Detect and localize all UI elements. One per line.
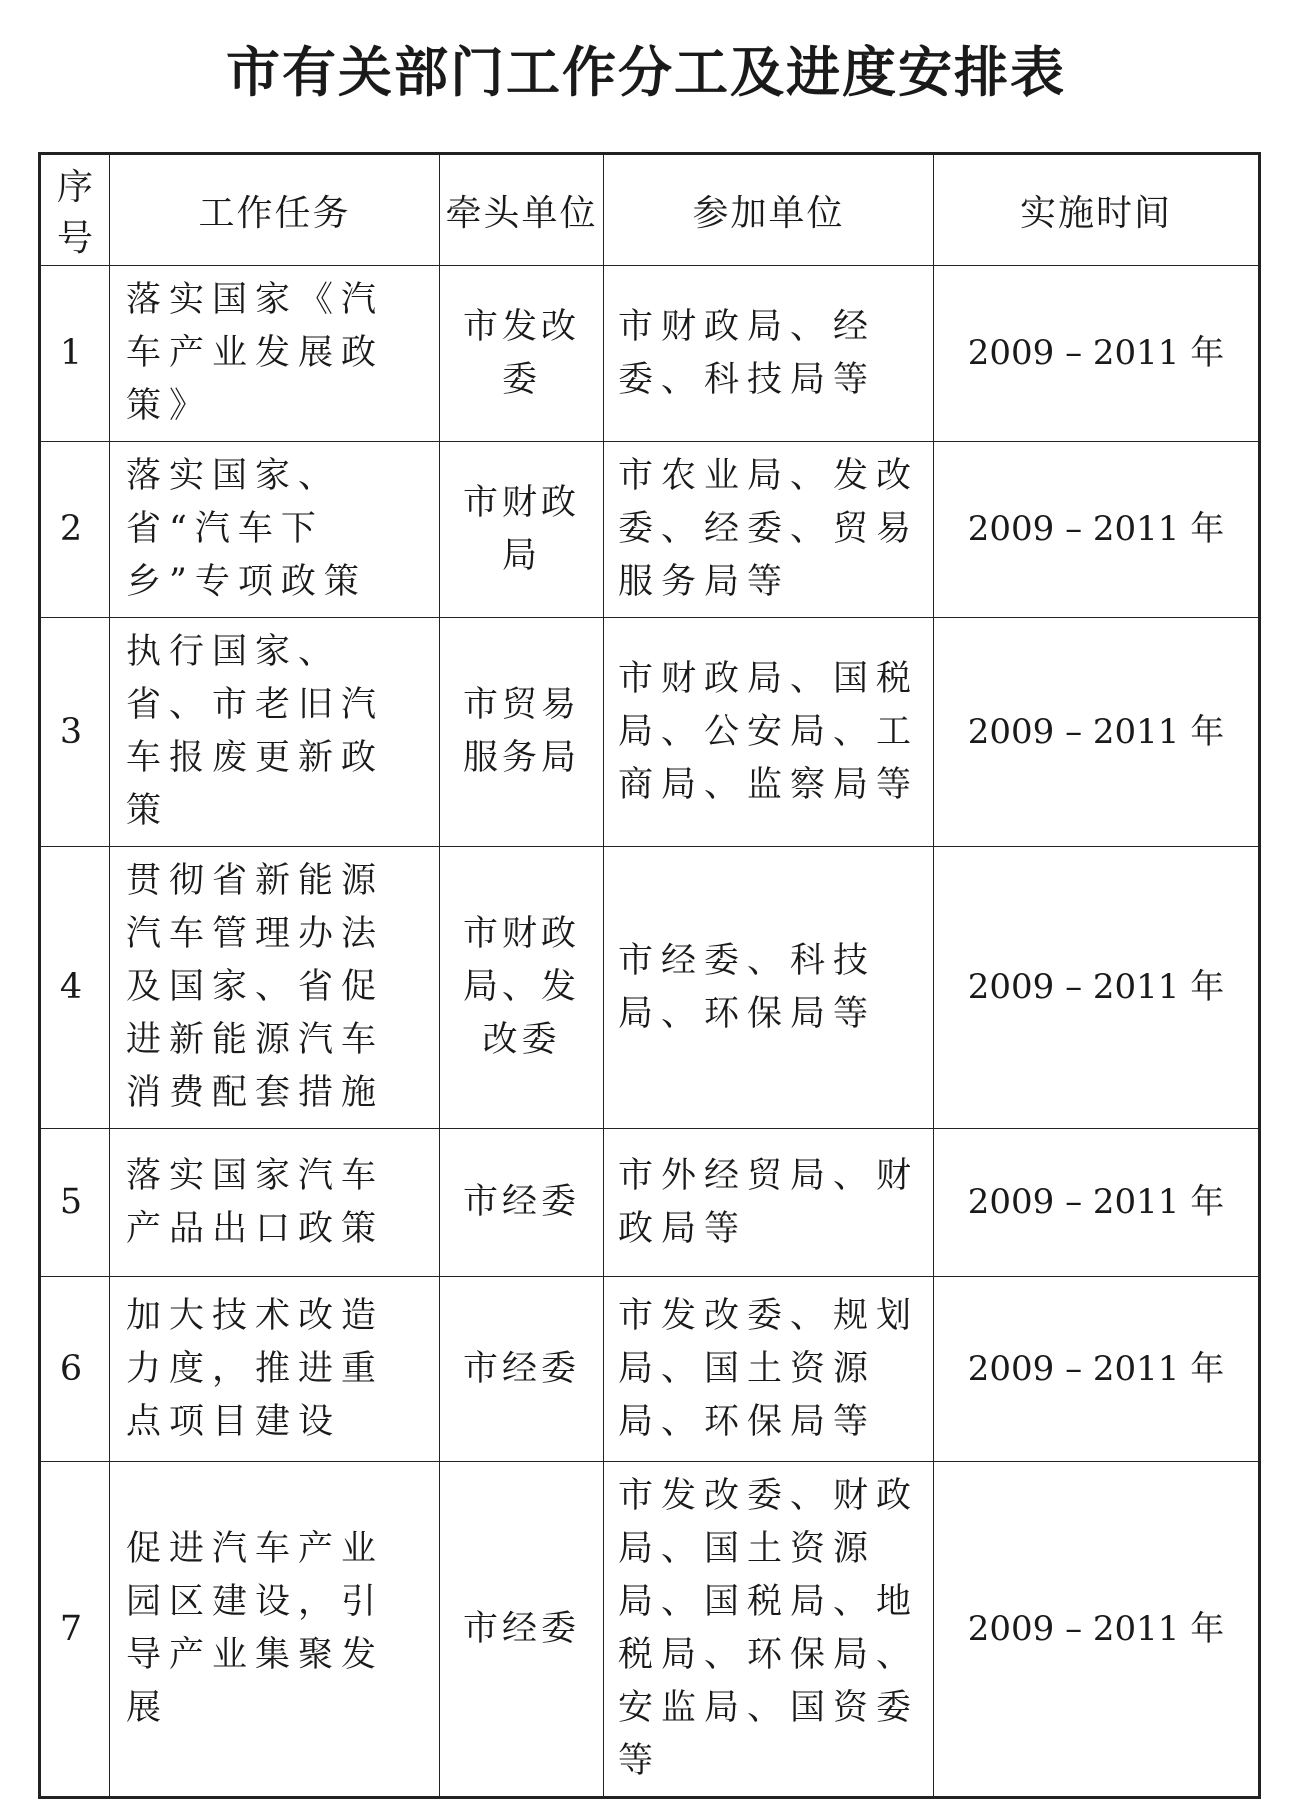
- table-row: [40, 1462, 1260, 1798]
- header-lead-unit: 牵头单位: [440, 154, 604, 266]
- cell-work-task: 贯彻省新能源汽车管理办法及国家、省促进新能源汽车消费配套措施: [110, 847, 440, 1129]
- cell-lead-unit: 市贸易服务局: [440, 618, 604, 847]
- cell-lead-unit: 市发改委: [440, 266, 604, 442]
- cell-participating-units: 市经委、科技局、环保局等: [604, 847, 934, 1129]
- header-participating-units: 参加单位: [604, 154, 934, 266]
- table-row: [40, 1277, 1260, 1462]
- cell-work-task: 执行国家、省、市老旧汽车报废更新政策: [110, 618, 440, 847]
- cell-lead-unit: 市财政局: [440, 442, 604, 618]
- cell-work-task: 加大技术改造力度，推进重点项目建设: [110, 1277, 440, 1462]
- cell-participating-units: 市外经贸局、财政局等: [604, 1129, 934, 1277]
- cell-serial-number: 1: [40, 266, 110, 442]
- cell-implementation-time: 2009 – 2011 年: [934, 1129, 1260, 1277]
- cell-serial-number: 4: [40, 847, 110, 1129]
- cell-serial-number: 6: [40, 1277, 110, 1462]
- cell-participating-units: 市财政局、经委、科技局等: [604, 266, 934, 442]
- cell-work-task: 促进汽车产业园区建设，引导产业集聚发展: [110, 1462, 440, 1798]
- cell-serial-number: 7: [40, 1462, 110, 1798]
- cell-work-task: 落实国家、省“汽车下乡”专项政策: [110, 442, 440, 618]
- header-implementation-time: 实施时间: [934, 154, 1260, 266]
- cell-serial-number: 2: [40, 442, 110, 618]
- table-row: [40, 266, 1260, 442]
- cell-participating-units: 市农业局、发改委、经委、贸易服务局等: [604, 442, 934, 618]
- cell-lead-unit: 市经委: [440, 1462, 604, 1798]
- cell-lead-unit: 市经委: [440, 1277, 604, 1462]
- cell-serial-number: 5: [40, 1129, 110, 1277]
- work-division-table-container: [38, 152, 1258, 1799]
- table-header-row: [40, 154, 1260, 266]
- table-row: [40, 618, 1260, 847]
- work-division-table: [38, 152, 1261, 1799]
- header-work-task: 工作任务: [110, 154, 440, 266]
- cell-work-task: 落实国家汽车产品出口政策: [110, 1129, 440, 1277]
- cell-implementation-time: 2009 – 2011 年: [934, 847, 1260, 1129]
- cell-implementation-time: 2009 – 2011 年: [934, 1462, 1260, 1798]
- table-row: [40, 442, 1260, 618]
- header-serial-number: 序号: [40, 154, 110, 266]
- cell-participating-units: 市发改委、规划局、国土资源局、环保局等: [604, 1277, 934, 1462]
- table-row: [40, 847, 1260, 1129]
- cell-implementation-time: 2009 – 2011 年: [934, 1277, 1260, 1462]
- cell-participating-units: 市财政局、国税局、公安局、工商局、监察局等: [604, 618, 934, 847]
- cell-implementation-time: 2009 – 2011 年: [934, 442, 1260, 618]
- cell-lead-unit: 市经委: [440, 1129, 604, 1277]
- cell-lead-unit: 市财政局、发改委: [440, 847, 604, 1129]
- cell-serial-number: 3: [40, 618, 110, 847]
- cell-implementation-time: 2009 – 2011 年: [934, 618, 1260, 847]
- cell-work-task: 落实国家《汽车产业发展政策》: [110, 266, 440, 442]
- table-row: [40, 1129, 1260, 1277]
- cell-implementation-time: 2009 – 2011 年: [934, 266, 1260, 442]
- cell-participating-units: 市发改委、财政局、国土资源局、国税局、地税局、环保局、安监局、国资委等: [604, 1462, 934, 1798]
- page-title: 市有关部门工作分工及进度安排表: [226, 40, 1066, 104]
